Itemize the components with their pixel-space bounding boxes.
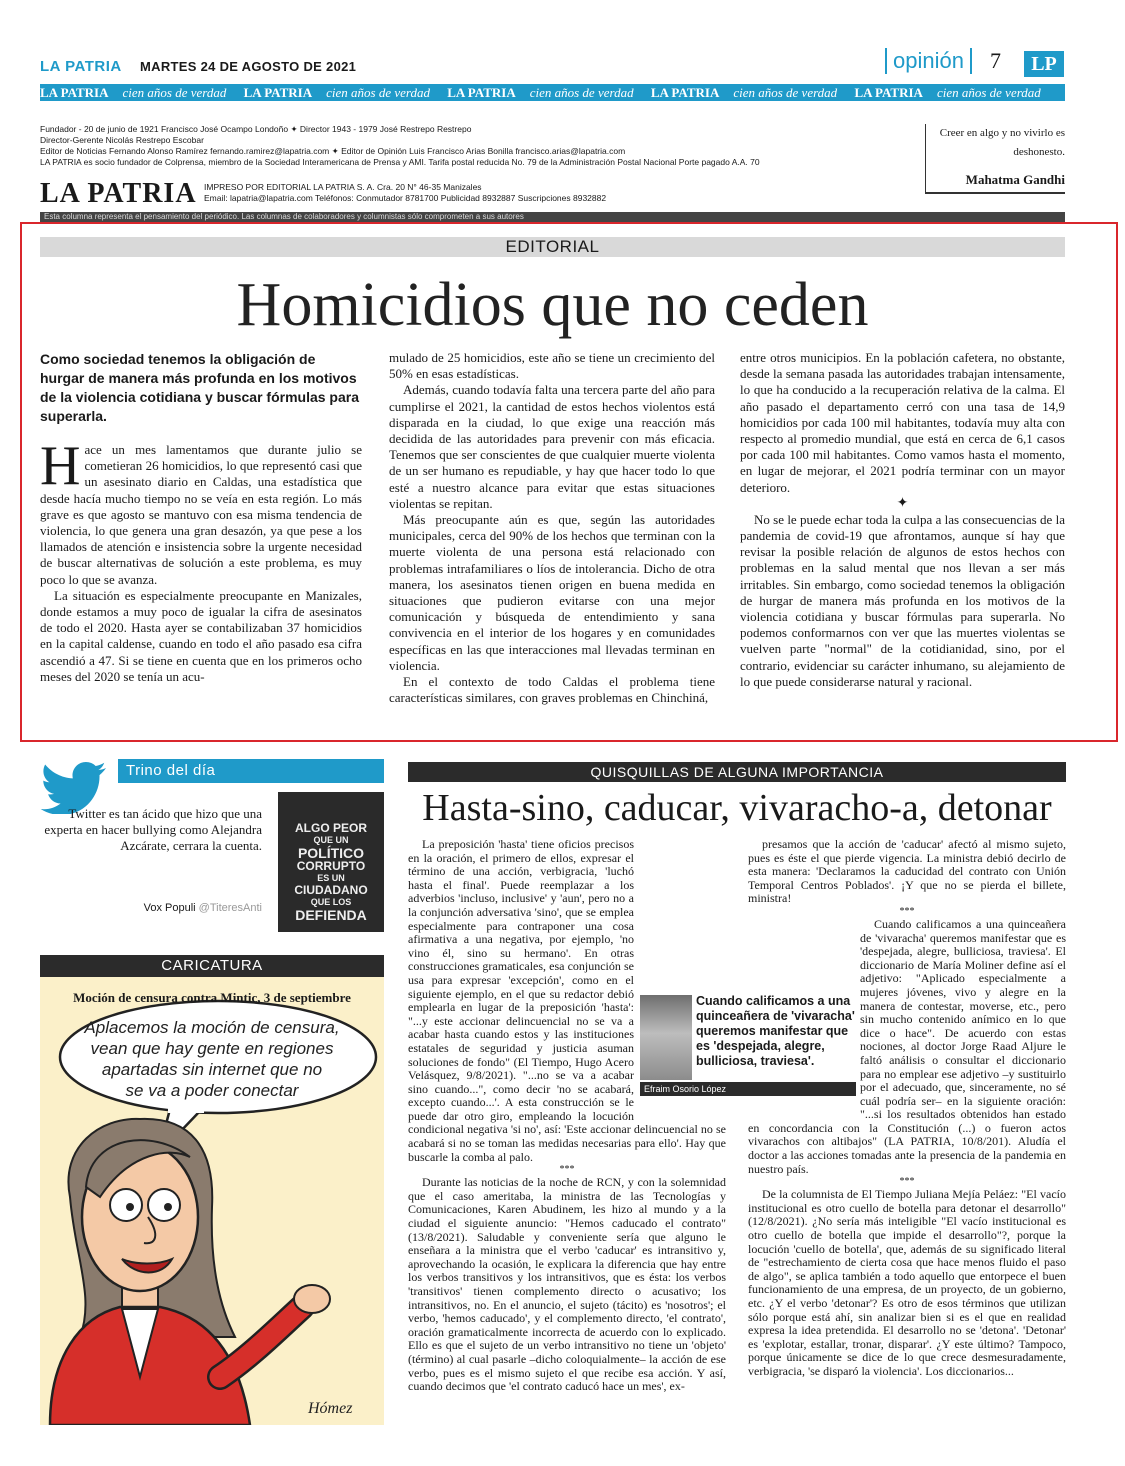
trino-header: Trino del día	[118, 759, 384, 783]
editorial-lead: Como sociedad tenemos la obligación de hurgar de manera más profunda en los motivos de la violencia cotidiana y buscar fórmulas para superarla.	[40, 351, 360, 424]
imprint-line: Email: lapatria@lapatria.com Teléfonos: Conmutador 8781700 Publicidad 8932887 Suscripciones 8932882	[204, 193, 607, 203]
speech-bubble-text: Aplacemos la moción de censura, vean que hay gente en regiones apartadas sin internet que no se va a poder conectar	[84, 1018, 340, 1100]
tweet-author	[40, 902, 262, 914]
quisquillas-section-bar: QUISQUILLAS DE ALGUNA IMPORTANCIA	[408, 762, 1066, 782]
credits-line: Fundador - 20 de junio de 1921 Francisco José Ocampo Londoño ✦ Director 1943 - 1979 José Restrepo Restrepo	[40, 124, 472, 134]
cartoon-signature: Hómez	[308, 1400, 353, 1417]
tagline-ribbon: LA PATRIA cien años de verdad LA PATRIA cien años de verdad LA PATRIA cien años de verdad LA PATRIA cien años de verdad LA PATRIA cien años de verdad	[40, 84, 1065, 101]
credits-line: Director-Gerente Nicolás Restrepo Escobar	[40, 135, 204, 145]
paragraph: En el contexto de todo Caldas el problema tiene características similares, con graves problemas en Chinchiná,	[389, 674, 715, 706]
divider	[925, 192, 1065, 194]
imprint-info	[204, 182, 606, 204]
author-name: Efraim Osorio López	[640, 1082, 856, 1096]
credits-line: LA PATRIA es socio fundador de Colprensa, miembro de la Sociedad Interamericana de Prensa y AMI. Tarifa postal reducida No. 79 de la Administración Postal Nacional Porte pagado A.A. 70	[40, 157, 760, 167]
paragraph: presamos que la acción de 'caducar' afectó al mismo sujeto, pues es éste el que pierde vigencia. La ministra debió decirlo de esta manera: 'Declaramos la caducidad del contrato con Unión Temporal Centros Poblados'. ¡Y que no se pierda el billete, ministra!	[748, 838, 1066, 906]
imprint-line: IMPRESO POR EDITORIAL LA PATRIA S. A. Cra. 20 N° 46-35 Manizales	[204, 182, 482, 192]
paragraph: Más preocupante aún es que, según las autoridades municipales, cerca del 90% de los hechos que terminan con la muerte violenta de una persona está relacionado con problemas intrafamiliares o líos de intolerancia. Dicho de otra manera, los asesinatos tienen origen en buena medida en situaciones que pudieron evitarse con una mejor comunicación y búsqueda de entendimiento y sana convivencia en el interior de los hogares y en comunidades específicas en las que interacciones mal llevadas terminan en violencia.	[389, 512, 715, 673]
tweet-user: Vox Populi	[143, 902, 196, 914]
paragraph: La situación es especialmente preocupante en Manizales, donde estamos a muy poco de igualar la cifra de asesinatos de todo el 2020. Hasta ayer se contabilizaban 37 homicidios en la capital caldense, cuando en todo el año pasado esa cifra ascendió a 47. Si se tiene en cuenta que en los primeros ocho meses del 2020 se tenía un acu-	[40, 587, 362, 684]
daily-quote: Creer en algo y no vivirlo es deshonesto.	[925, 124, 1065, 192]
star-separator: ***	[559, 1164, 575, 1176]
lp-logo: LP	[1024, 51, 1064, 77]
editorial-column-1	[40, 350, 362, 685]
tshirt-slogan: ALGO PEOR QUE UN POLÍTICO CORRUPTO ES UN CIUDADANO QUE LOS DEFIENDA	[294, 821, 368, 923]
masthead-date: MARTES 24 DE AGOSTO DE 2021	[140, 59, 357, 74]
editorial-title: Homicidios que no ceden	[236, 271, 869, 339]
quote-author: Mahatma Gandhi	[965, 172, 1065, 187]
page-number: 7	[990, 48, 1001, 73]
quisquillas-column-1	[408, 838, 726, 1438]
author-photo	[640, 995, 692, 1080]
pull-quote: Cuando calificamos a una quinceañera de 'vivaracha' queremos manifestar que es 'despejada, alegre, bulliciosa, traviesa'.	[696, 994, 855, 1068]
paragraph: entre otros municipios. En la población cafetera, no obstante, desde la semana pasada las autoridades trabajan intensamente, lo que ha conducido a la recuperación relativa de la calma. El año pasado el departamento cerró con una tasa de 14,9 homicidios por cada 100 mil habitantes, todavía muy alta con respecto al promedio mundial, que está en cerca de 6,1 casos por cada 100 mil habitantes. Como vamos hasta el momento, en lugar de mejorar, el 2021 podría terminar con un mayor deterioro.	[740, 350, 1065, 495]
drop-cap: H	[40, 435, 81, 497]
star-divider: ✦	[896, 495, 909, 511]
quisquillas-title: Hasta-sino, caducar, vivaracho-a, detonar	[422, 787, 1052, 829]
section-label: opinión	[885, 48, 972, 74]
staff-credits	[40, 124, 900, 168]
star-separator: ***	[899, 1176, 915, 1188]
tweet-handle: @TiteresAnti	[198, 902, 262, 914]
paragraph: Durante las noticias de la noche de RCN, y con la solemnidad que el caso ameritaba, la ministra de las Tecnologías y Comunicaciones, Karen Abudinem, les hizo al mundo y a la ciudad el siguiente anuncio: "Hemos caducado el contrato" (13/8/2021). Saludable y conveniente sería que alguno le enseñara a la ministra que el verbo 'caducar' es intransitivo y, aprovechando la ocasión, le explicara la diferencia que hay entre los verbos transitivos y los intransitivos, que es ésta: los verbos 'transitivos' tienen complemento directo o acusativo; los intransitivos, no. En el anuncio, el sujeto (tácito) es 'nosotros'; el verbo, 'hemos caducado', y el complemento directo, 'el contrato', oración gramaticalmente incorrecta de acuerdo con lo explicado. Ello es que el sujeto de un verbo intransitivo no tiene un 'objeto' (término) al cual pasarle –dicho coloquialmente– la acción de ese verbo, pues es el mismo sujeto el que recibe esa acción. Y así, cuando decimos que 'el contrato caducó hace un mes', ex-	[408, 1175, 726, 1394]
paragraph: La preposición 'hasta' tiene oficios precisos en la oración, el primero de ellos, expresar el término de una acción, verbigracia, 'luchó hasta el final'. Puede reemplazar a los adverbios 'incluso, inclusive' y 'aun', pero no a la conjunción adversativa 'sino', que se emplea especialmente para contraponer una cosa afirmativa a una negativa, por ejemplo, 'no vino él, sino su hermano'. En otras construcciones gramaticales, esa conjunción se usa para expresar 'excepción', como en el siguiente ejemplo, en el que su redactor debió emplearla en lugar de la preposición 'hasta': "...y este accionar delincuencial no se va a acabar hasta cuando estos y las instituciones estatales de seguridad y justicia asuman soluciones de fondo" (El Tiempo, Hugo Acero Velásquez, 9/8/2021). "...no se va a acabar sino cuando...", como decir 'no se acabará, excepto cuando...'. A esta construcción se le puede dar otro giro, empleando la locución condicional negativa 'si no', así: 'Este accionar delincuencial no se acabará si no se toman las medidas necesarias para ello'. Hay que buscarle la comba al palo.	[408, 838, 726, 1164]
tweet-text: Twitter es tan ácido que hizo que una experta en hacer bullying como Alejandra Azcárate, cerrara la cuenta.	[44, 806, 262, 853]
editorial-column-2	[389, 350, 715, 706]
editorial-section-bar: EDITORIAL	[40, 237, 1065, 257]
paragraph: mulado de 25 homicidios, este año se tiene un crecimiento del 50% en esas estadísticas.	[389, 350, 715, 382]
paragraph: Hace un mes lamentamos que durante julio se cometieran 26 homicidios, lo que representó casi que un asesinato diario en Caldas, una estadística que desde hacía mucho tiempo no se veía en esta región. Lo más grave es que agosto se mantuvo con esa misma tendencia de violencia, lo que genera una gran desazón, ya que pese a los llamados de atención e insistencia sobre la urgente necesidad de buscar alternativas de solución a este problema, es muy poco lo que se avanza.	[40, 435, 362, 587]
caricatura-header: CARICATURA	[40, 955, 384, 977]
paragraph: Cuando calificamos a una quinceañera de 'vivaracha' queremos manifestar que es 'despejada, alegre, bulliciosa, traviesa'. El diccionario de María Moliner define así el adjetivo: "Aplicado especialmente a mujeres jóvenes, vivo y alegre en la manera de contestar, moverse, etc., pero sin mucho contenido anímico en lo que dice o hace". De acuerdo con estas nociones, al doctor Jorge Raad Aljure le faltó análisis o consultar el diccionario para no emplear ese adjetivo –y sustituirlo por el adecuado, que, sinceramente, no sé cuál podría ser– en la siguiente oración: "...si los resultados obtenidos han estado en concordancia con la Constitución (...) o fueron actos vivarachos con altibajos" (LA PATRIA, 10/8/201). Aludía el doctor a las acciones tomadas ante la presencia de la pandemia en nuestro país.	[748, 916, 1066, 1176]
disclaimer-bar: Esta columna representa el pensamiento del periódico. Las columnas de colaboradores y columnistas sólo comprometen a sus autores	[40, 212, 1065, 222]
paragraph: Además, cuando todavía falta una tercera parte del año para cumplirse el 2021, la cantidad de estos hechos violentos está disparada en la ciudad, lo que exige una reacción más decidida de las autoridades para prevenir con más eficacia. Tenemos que ser conscientes de que cualquier muerte violenta de un ser humano es repudiable, y hay que hacer todo lo que esté a nuestro alcance para evitar que estas situaciones violentas se repitan.	[389, 382, 715, 511]
credits-line: Editor de Noticias Fernando Alonso Ramírez fernando.ramirez@lapatria.com ✦ Editor de Opinión Luis Francisco Arias Bonilla francisco.arias@lapatria.com	[40, 146, 626, 156]
editorial-column-3	[740, 350, 1065, 690]
paragraph: De la columnista de El Tiempo Juliana Mejía Peláez: "El vacío institucional es otro cuello de botella para detonar el desarrollo" (12/8/2021). ¿No sería más inteligible "El vacío institucional es otro cuello de botella que impide el desarrollo"?, porque la locución 'cuello de botella', que, además de su significado literal de "estrechamiento de cierta cosa que hace menos fluido el paso de algo", se aplica también a todo aquello que entorpece el buen funcionamiento de una empresa, de un proyecto, de un gobierno, etc. ¿Y el verbo 'detonar'? Es otro de esos términos que utilizan sólo porque está ahí, sin analizar bien si es el que en realidad expresa la idea pretendida. El desarrollo no se 'detona'. 'Detonar' es 'explotar, estallar, tronar, disparar'. ¿Y este último? Tampoco, porque únicamente se dice de lo que crece desmesuradamente, verbigracia, 'se disparó la violencia'. Los diccionarios...	[748, 1187, 1066, 1378]
star-separator: ***	[899, 905, 915, 917]
quisquillas-column-2	[748, 838, 1066, 1438]
masthead-brand: LA PATRIA	[40, 58, 122, 75]
newspaper-logo: LA PATRIA	[40, 178, 197, 209]
cartoon-caption: Moción de censura contra Mintic, 3 de septiembre	[73, 990, 351, 1005]
paragraph: No se le puede echar toda la culpa a las consecuencias de la pandemia de covid-19 que afrontamos, aunque sí hay que revisar la posible relación de algunos de estos hechos con problemas en la salud mental que nos llevan a ser más irritables. Sin embargo, como sociedad tenemos la obligación de hurgar de manera más profunda en los motivos de la violencia cotidiana y buscar fórmulas para superarla. No podemos conformarnos con ver que las muertes violentas se vuelven parte "normal" de la cotidianidad, sino, por el contrario, evidenciar su carácter inhumano, su alejamiento de lo que puede considerarse natural y racional.	[740, 511, 1065, 689]
